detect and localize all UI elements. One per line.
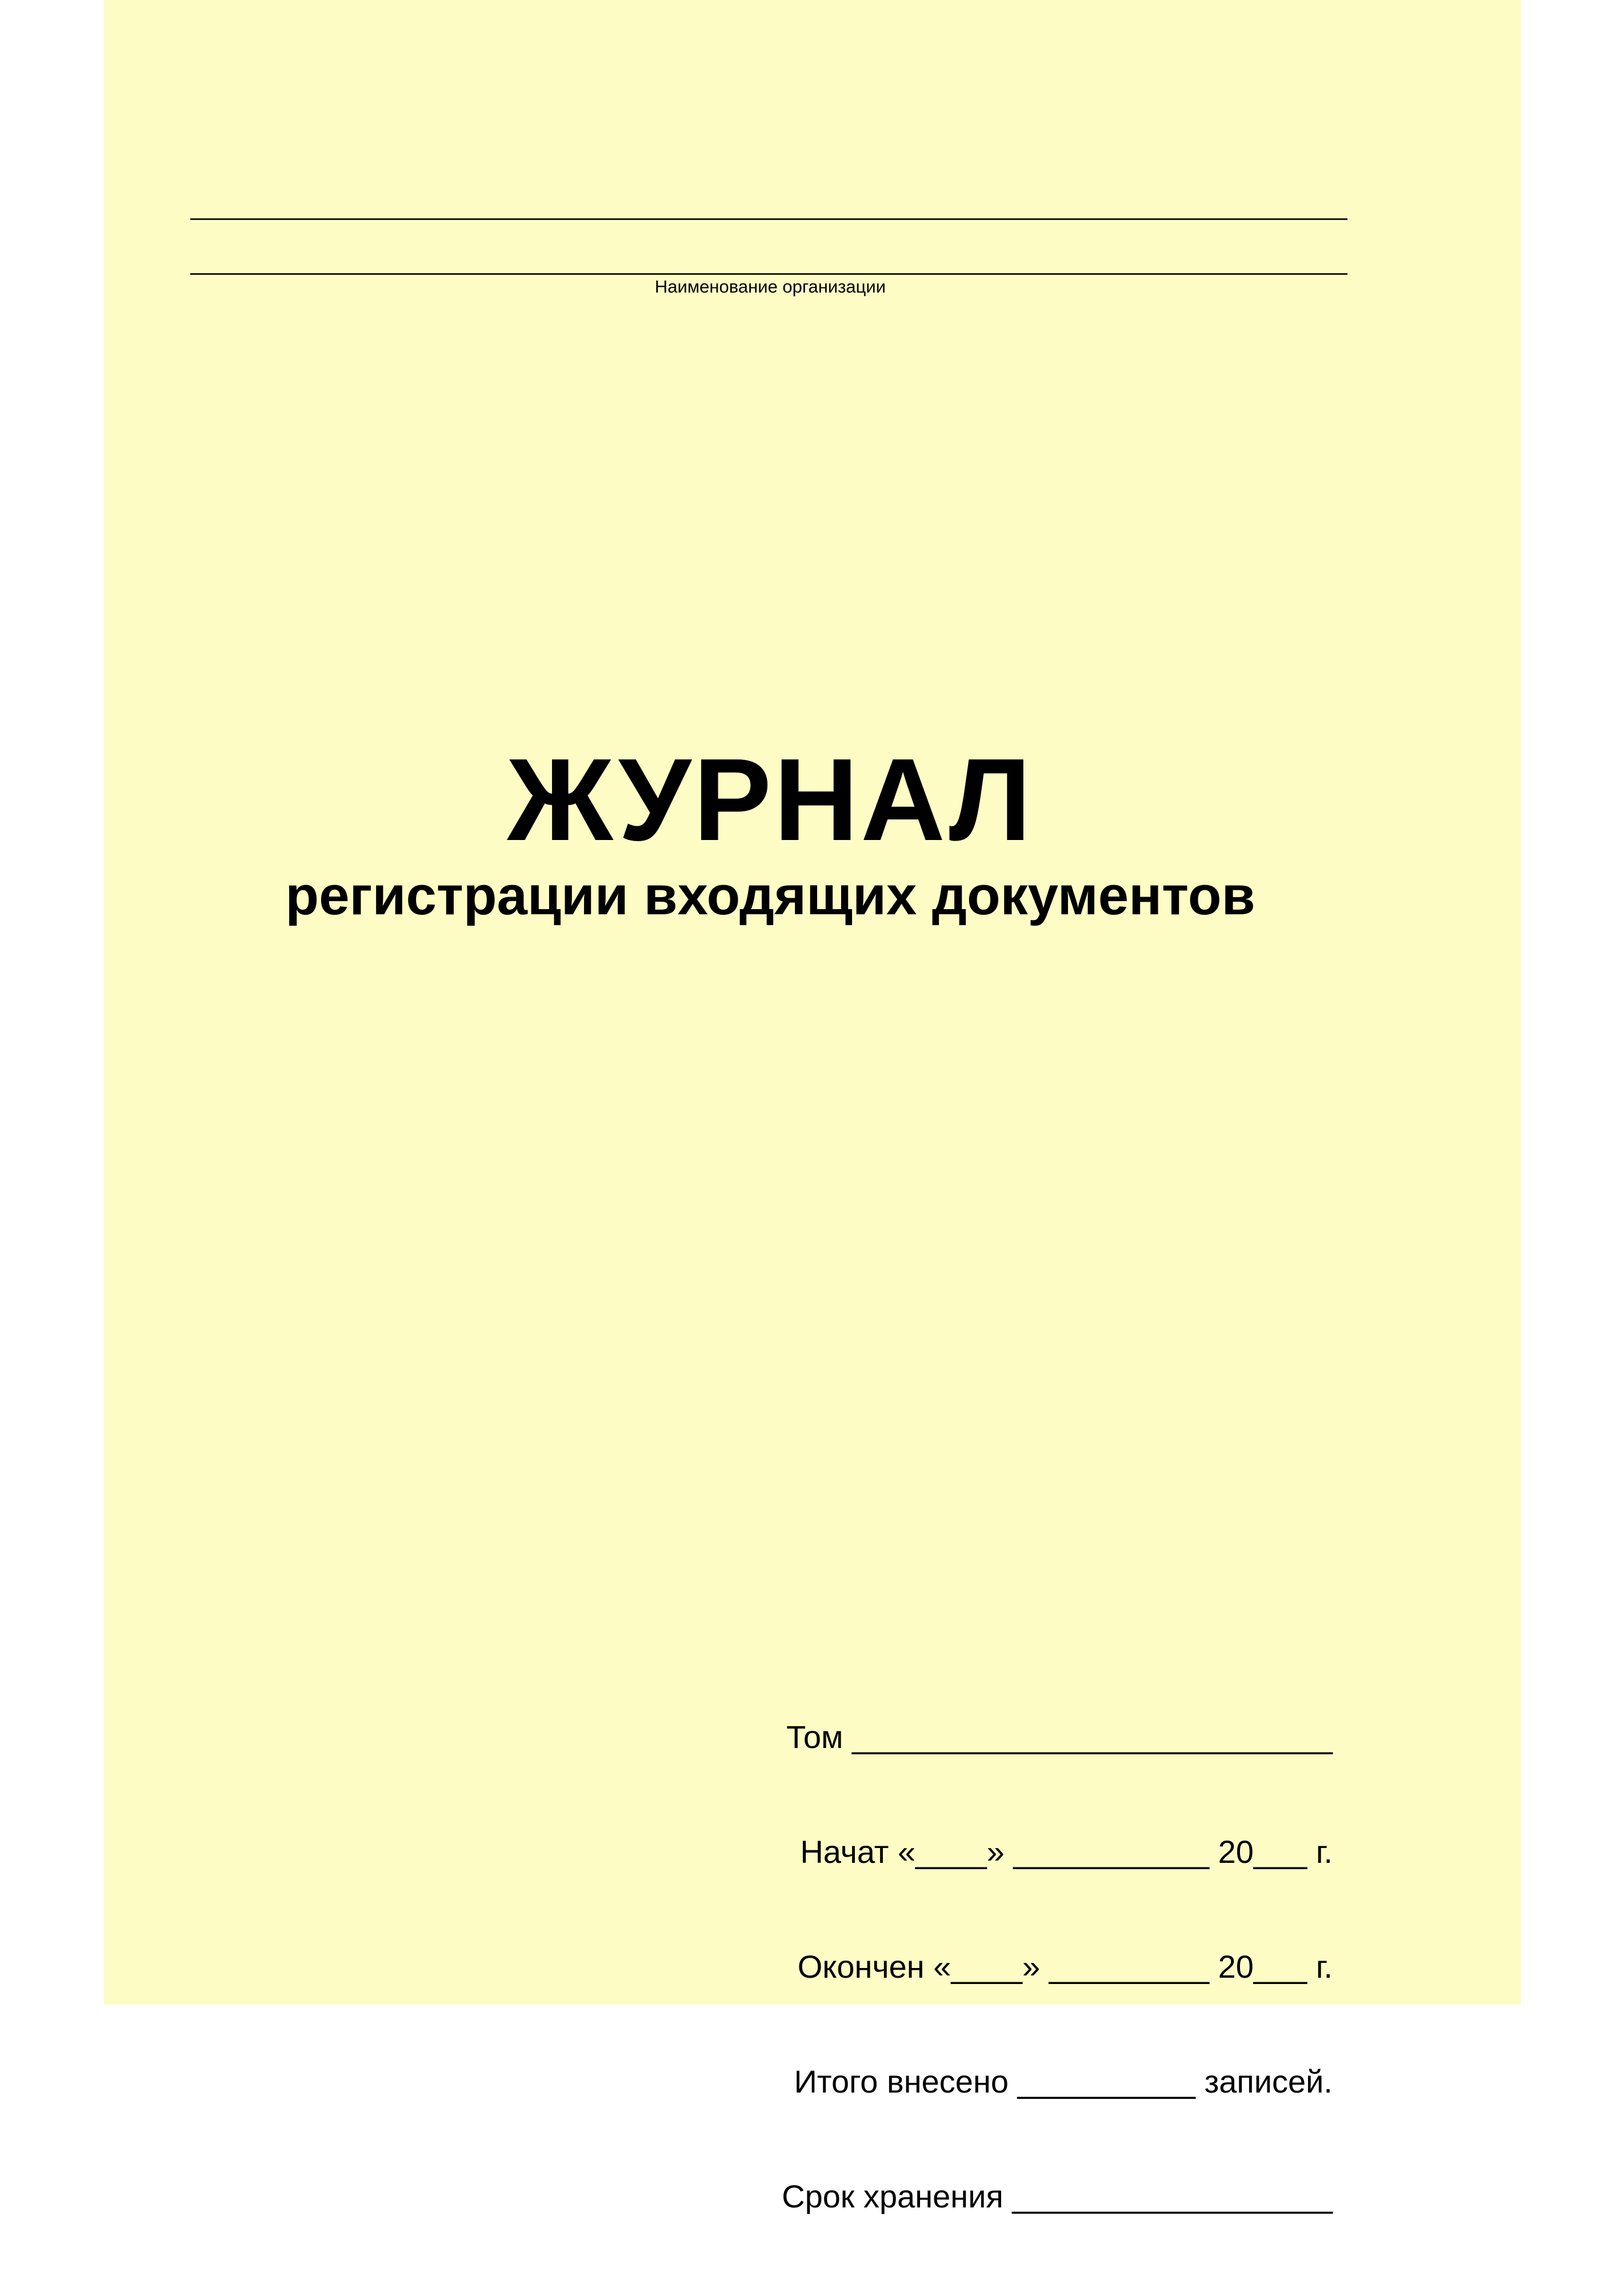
field-finished: Окончен «____» _________ 20___ г. [797,1949,1333,1985]
journal-cover [104,0,1521,2214]
field-volume: Том ___________________________ [786,1719,1333,1755]
journal-subtitle: регистрации входящих документов [285,865,1255,926]
cover-fields [782,1641,1333,2292]
field-retention-period: Срок хранения __________________ [782,2178,1333,2214]
journal-title: ЖУРНАЛ [507,734,1034,865]
field-total-records: Итого внесено __________ записей. [794,2063,1333,2099]
organization-caption: Наименование организации [654,277,886,297]
field-started: Начат «____» ___________ 20___ г. [800,1834,1333,1870]
organization-line-2 [190,273,1347,275]
organization-line-1 [190,218,1347,220]
